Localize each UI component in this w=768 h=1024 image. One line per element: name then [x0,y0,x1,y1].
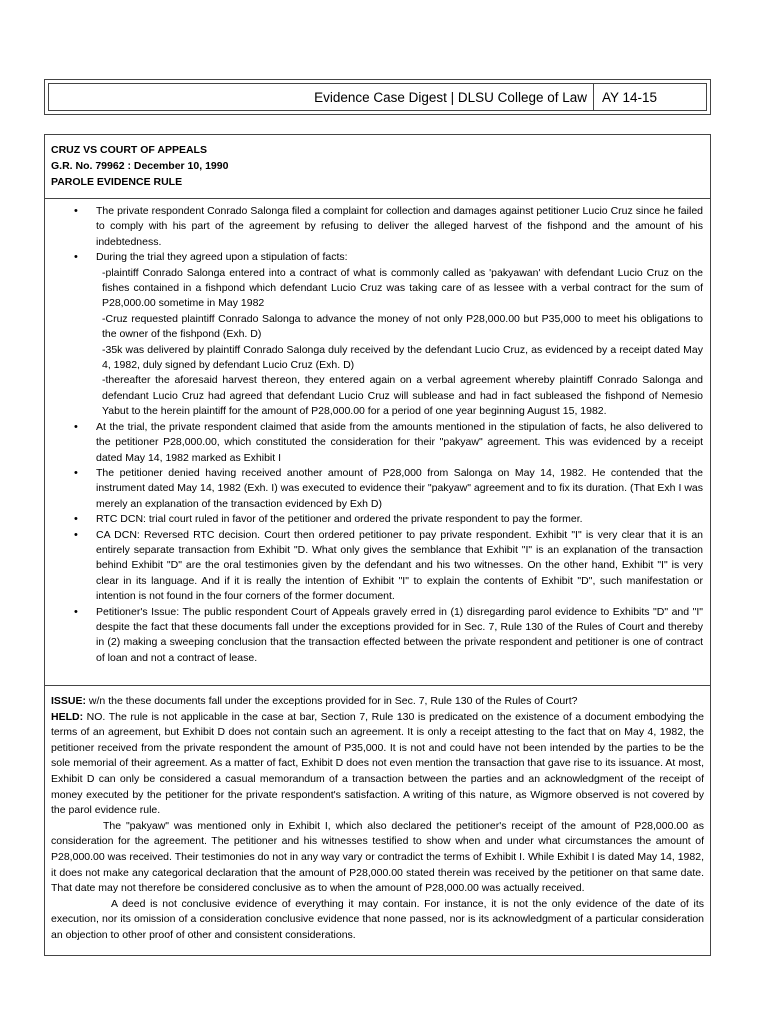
stipulation-1: -plaintiff Conrado Salonga entered into a contract of what is commonly called as 'pakyawan' with defendant Lucio Cruz on the fishes contained in a fishpond which defendant Lucio Cruz was taking care of as lessee with a verbal contract for the sum of P28,000.00 sometime in May 1982 [102,266,703,310]
case-title [45,135,710,190]
fact-item-7: • Petitioner's Issue: The public respondent Court of Appeals gravely erred in (1) disregarding parol evidence to Exhibits "D" and "I" despite the fact that these documents fall under the exceptions provided for in Sec. 7, Rule 130 of the Rules of Court and thereby in (2) making a sweeping conclusion that the transaction effected between the private respondent and petitioner is one of contract of loan and not a contract of lease. [96,605,703,667]
facts-box [44,199,711,686]
fact-item-4: • The petitioner denied having received another amount of P28,000 from Salonga on May 14, 1982. He contended that the instrument dated May 14, 1982 (Exh. I) was executed to evidence their "pakyaw" agreement and to fix its duration. (That Exh I was merely an explanation of the transaction evidenced by Exh D) [96,466,703,512]
fact-item-5: • RTC DCN: trial court ruled in favor of the petitioner and ordered the private respondent to pay the former. [96,512,703,527]
header-title: Evidence Case Digest | DLSU College of Law [49,84,594,110]
stipulation-4: -thereafter the aforesaid harvest thereon, they entered again on a verbal agreement whereby plaintiff Conrado Salonga and defendant Lucio Cruz had agreed that defendant Lucio Cruz will sublease and had in fact subleased the fishpond of Nemesio Yabut to the herein plaintiff for the amount of P28,000.00 for a period of one year beginning August 15, 1982. [102,374,703,418]
case-name: CRUZ VS COURT OF APPEALS [51,144,207,156]
fact-item-2-label: During the trial they agreed upon a stipulation of facts: [96,251,348,264]
held-text: NO. The rule is not applicable in the case at bar, Section 7, Rule 130 is predicated on the existence of a document embodying the terms of an agreement, but Exhibit D does not contain such an agreement. It is only a receipt attesting to the fact that on May 4, 1982, the petitioner received from the private respondent the amount of P35,000. It is not and could have not been intended by the parties to be the sole memorial of their agreement. As a matter of fact, Exhibit D does not even mention the transaction that gave rise to its issuance. At most, Exhibit D can only be considered a casual memorandum of a transaction between the parties and an acknowledgment of the receipt of money executed by the petitioner for the private respondent's satisfaction. A writing of this nature, as Wigmore observed is not covered by the parol evidence rule. [51,710,704,817]
case-topic: PAROLE EVIDENCE RULE [51,176,183,188]
ruling-box [44,686,711,956]
stipulation-2: -Cruz requested plaintiff Conrado Salonga to advance the money of not only P28,000.00 but P35,000 to meet his obligations to the owner of the fishpond (Exh. D) [102,312,703,341]
issue-text: w/n the these documents fall under the exceptions provided for in Sec. 7, Rule 130 of the Rules of Court? [86,695,578,707]
header-box [44,79,711,115]
ruling-paragraph-2: The "pakyaw" was mentioned only in Exhibit I, which also declared the petitioner's receipt of the amount of P28,000.00 as consideration for the agreement. The petitioner and his witnesses testified to show when and under what circumstances the amount of P28,000.00 was received. Their testimonies do not in any way vary or contradict the terms of Exhibit I. While Exhibit I is dated May 14, 1982, it does not make any categorical declaration that the amount of P28,000.00 stated therein was received by the petitioner on that same date. That date may not therefore be considered conclusive as to when the amount of P28,000.00 was actually received. [51,819,704,895]
ruling-paragraph-3: A deed is not conclusive evidence of everything it may contain. For instance, it is not the only evidence of the date of its execution, nor its omission of a consideration conclusive evidence that none passed, nor is its acknowledgment of a particular consideration an objection to other proof of other and consistent considerations. [51,897,704,941]
header-inner [48,83,707,111]
fact-item-3: • At the trial, the private respondent claimed that aside from the amounts mentioned in the stipulation of facts, he also delivered to the petitioner P28,000.00, which constituted the consideration for their "pakyaw" agreement. This was evidenced by a receipt dated May 14, 1982 marked as Exhibit I [96,420,703,466]
case-title-box [44,134,711,199]
held-label: HELD: [51,710,84,723]
case-gr-number: G.R. No. 79962 : December 10, 1990 [51,160,229,172]
stipulation-3: -35k was delivered by plaintiff Conrado Salonga duly received by the defendant Lucio Cruz, as evidenced by a receipt dated May 4, 1982, duly signed by defendant Lucio Cruz (Exh. D) [102,343,703,372]
held-paragraph [45,710,710,819]
fact-item-1: • The private respondent Conrado Salonga filed a complaint for collection and damages against petitioner Lucio Cruz since he failed to comply with his part of the agreement by refusing to deliver the alleged harvest of the fishpond and the amount of his indebtedness. [96,204,703,250]
facts-list [45,199,710,666]
fact-item-6: • CA DCN: Reversed RTC decision. Court then ordered petitioner to pay private respondent. Exhibit "I" is very clear that it is an entirely separate transaction from Exhibit "D. What only gives the semblance that Exhibit "I" is an explanation of the transaction behind Exhibit "D" are the oral testimonies given by the defendant and his two witnesses. On the other hand, Exhibit "I" is very clear in its language. And if it is really the intention of Exhibit "I" to explain the contents of Exhibit "D", such manifestation or intention is not found in the four corners of the former document. [96,528,703,605]
issue-paragraph [45,686,710,710]
header-year: AY 14-15 [602,89,658,105]
issue-label: ISSUE: [51,695,87,707]
fact-item-2 [96,250,703,419]
